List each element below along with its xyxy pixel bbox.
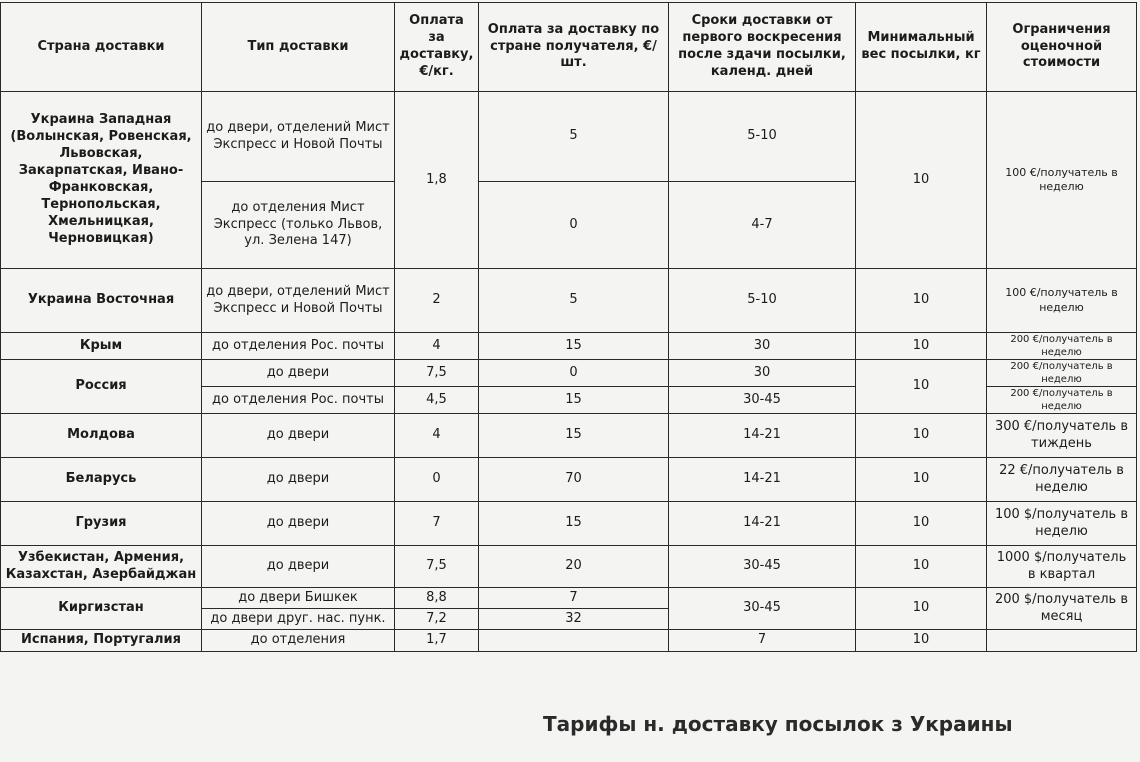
- country-cell: Киргизстан: [1, 588, 202, 630]
- price-pc-cell: 15: [479, 333, 669, 360]
- col-header-country: Страна доставки: [1, 3, 202, 92]
- terms-cell: 30: [669, 360, 856, 387]
- min-weight-cell: 10: [856, 92, 987, 269]
- terms-cell: 4-7: [669, 182, 856, 269]
- price-pc-cell: 5: [479, 269, 669, 333]
- price-kg-cell: 4,5: [395, 387, 479, 414]
- type-cell: до двери: [202, 414, 395, 458]
- terms-cell: 7: [669, 630, 856, 652]
- terms-cell: 30: [669, 333, 856, 360]
- country-cell: Крым: [1, 333, 202, 360]
- country-cell: Россия: [1, 360, 202, 414]
- terms-cell: 5-10: [669, 92, 856, 182]
- limit-cell: 200 €/получатель в неделю: [987, 387, 1137, 414]
- price-kg-cell: 4: [395, 333, 479, 360]
- country-cell: Молдова: [1, 414, 202, 458]
- terms-cell: 14-21: [669, 458, 856, 502]
- table-row: [1, 92, 1137, 182]
- price-kg-cell: 0: [395, 458, 479, 502]
- col-header-price-pc: Оплата за доставку по стране получателя, €/шт.: [479, 3, 669, 92]
- table-row: [1, 630, 1137, 652]
- type-cell: до двери, отделений Мист Экспресс и Новой Почты: [202, 269, 395, 333]
- price-pc-cell: 0: [479, 360, 669, 387]
- price-kg-cell: 1,8: [395, 92, 479, 269]
- document-caption: Тарифы н. доставку посылок з Украины: [543, 712, 1013, 736]
- terms-cell: 5-10: [669, 269, 856, 333]
- price-kg-cell: 7,5: [395, 546, 479, 588]
- limit-cell: 100 €/получатель в неделю: [987, 92, 1137, 269]
- terms-cell: 14-21: [669, 414, 856, 458]
- col-header-type: Тип доставки: [202, 3, 395, 92]
- type-cell: до двери: [202, 458, 395, 502]
- header-row: [1, 3, 1137, 92]
- price-pc-cell: 7: [479, 588, 669, 609]
- table-row: [1, 588, 1137, 609]
- terms-cell: 30-45: [669, 546, 856, 588]
- price-pc-cell: 0: [479, 182, 669, 269]
- type-cell: до отделения Мист Экспресс (только Львов, ул. Зелена 147): [202, 182, 395, 269]
- price-pc-cell: 32: [479, 609, 669, 630]
- country-cell: Украина Западная (Волынская, Ровенская, Львовская, Закарпатская, Ивано-Франковская, Тернопольская, Хмельницкая, Черновицкая): [1, 92, 202, 269]
- table-row: [1, 360, 1137, 387]
- min-weight-cell: 10: [856, 630, 987, 652]
- terms-cell: 30-45: [669, 387, 856, 414]
- country-cell: Узбекистан, Армения, Казахстан, Азербайджан: [1, 546, 202, 588]
- price-kg-cell: 2: [395, 269, 479, 333]
- col-header-limit: Ограничения оценочной стоимости: [987, 3, 1137, 92]
- min-weight-cell: 10: [856, 588, 987, 630]
- type-cell: до отделения: [202, 630, 395, 652]
- type-cell: до двери, отделений Мист Экспресс и Новой Почты: [202, 92, 395, 182]
- limit-cell: 200 €/получатель в неделю: [987, 360, 1137, 387]
- table-row: [1, 269, 1137, 333]
- limit-cell: 200 $/получатель в месяц: [987, 588, 1137, 630]
- min-weight-cell: 10: [856, 414, 987, 458]
- type-cell: до двери: [202, 360, 395, 387]
- min-weight-cell: 10: [856, 502, 987, 546]
- price-pc-cell: [479, 630, 669, 652]
- price-kg-cell: 7,2: [395, 609, 479, 630]
- min-weight-cell: 10: [856, 360, 987, 414]
- price-pc-cell: 70: [479, 458, 669, 502]
- limit-cell: 100 €/получатель в неделю: [987, 269, 1137, 333]
- price-kg-cell: 7,5: [395, 360, 479, 387]
- price-kg-cell: 7: [395, 502, 479, 546]
- price-kg-cell: 4: [395, 414, 479, 458]
- min-weight-cell: 10: [856, 546, 987, 588]
- country-cell: Грузия: [1, 502, 202, 546]
- table-row: [1, 502, 1137, 546]
- min-weight-cell: 10: [856, 269, 987, 333]
- table-row: [1, 458, 1137, 502]
- price-kg-cell: 8,8: [395, 588, 479, 609]
- col-header-price-kg: Оплата за доставку, €/кг.: [395, 3, 479, 92]
- price-pc-cell: 20: [479, 546, 669, 588]
- table-row: [1, 333, 1137, 360]
- type-cell: до двери друг. нас. пунк.: [202, 609, 395, 630]
- limit-cell: 300 €/получатель в тиждень: [987, 414, 1137, 458]
- limit-cell: [987, 630, 1137, 652]
- type-cell: до двери Бишкек: [202, 588, 395, 609]
- country-cell: Испания, Португалия: [1, 630, 202, 652]
- min-weight-cell: 10: [856, 458, 987, 502]
- table-row: [1, 546, 1137, 588]
- type-cell: до отделения Рос. почты: [202, 387, 395, 414]
- price-pc-cell: 15: [479, 387, 669, 414]
- limit-cell: 200 €/получатель в неделю: [987, 333, 1137, 360]
- limit-cell: 1000 $/получатель в квартал: [987, 546, 1137, 588]
- tariff-table: [0, 2, 1137, 652]
- type-cell: до двери: [202, 502, 395, 546]
- terms-cell: 14-21: [669, 502, 856, 546]
- price-kg-cell: 1,7: [395, 630, 479, 652]
- table-row: [1, 414, 1137, 458]
- col-header-terms: Сроки доставки от первого воскресения после здачи посылки, календ. дней: [669, 3, 856, 92]
- price-pc-cell: 15: [479, 414, 669, 458]
- col-header-min-weight: Минимальный вес посылки, кг: [856, 3, 987, 92]
- country-cell: Беларусь: [1, 458, 202, 502]
- type-cell: до отделения Рос. почты: [202, 333, 395, 360]
- terms-cell: 30-45: [669, 588, 856, 630]
- limit-cell: 22 €/получатель в неделю: [987, 458, 1137, 502]
- type-cell: до двери: [202, 546, 395, 588]
- price-pc-cell: 15: [479, 502, 669, 546]
- min-weight-cell: 10: [856, 333, 987, 360]
- price-pc-cell: 5: [479, 92, 669, 182]
- limit-cell: 100 $/получатель в неделю: [987, 502, 1137, 546]
- country-cell: Украина Восточная: [1, 269, 202, 333]
